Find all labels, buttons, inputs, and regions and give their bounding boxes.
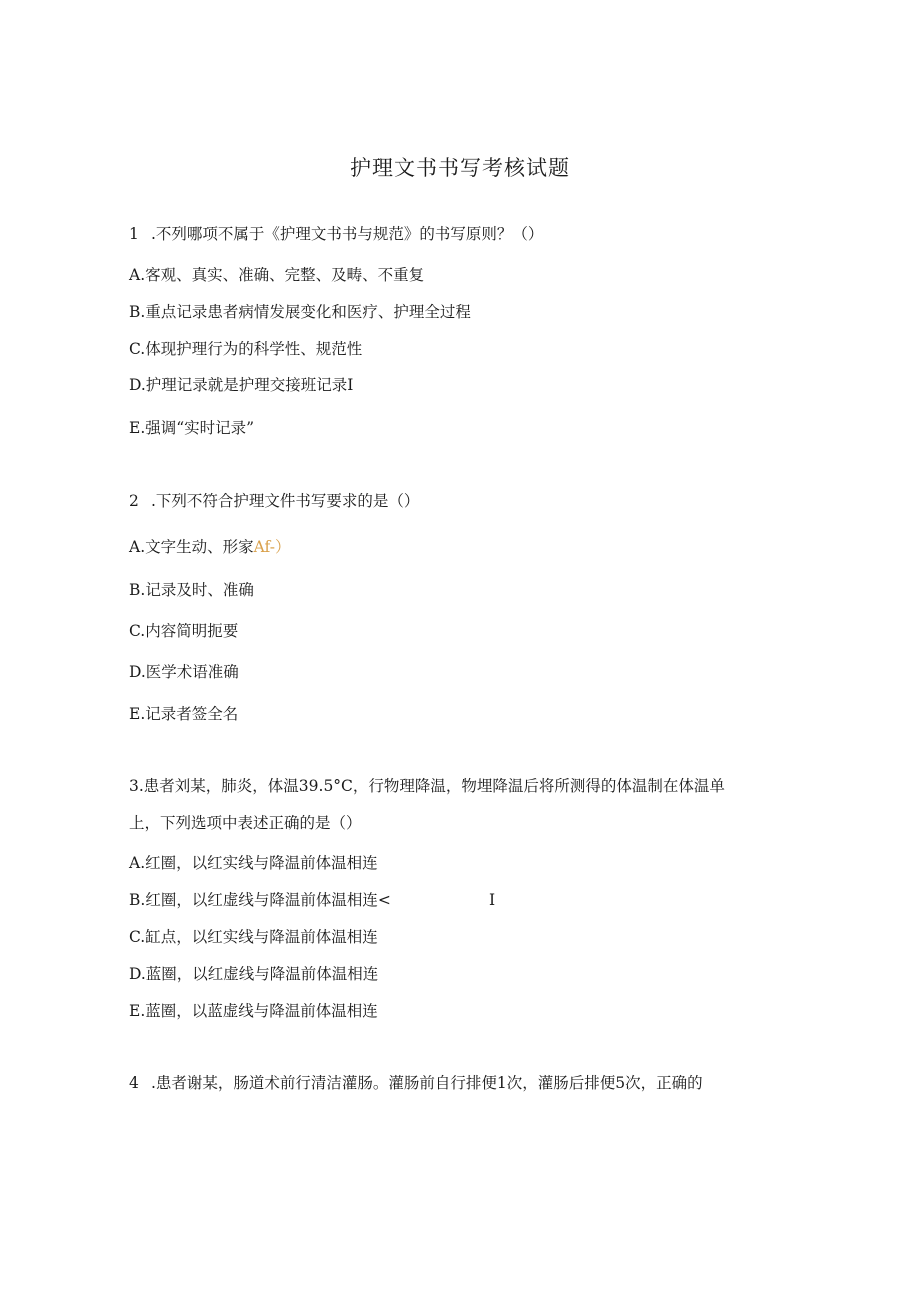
question-4-stem bbox=[129, 1073, 703, 1093]
question-2-stem bbox=[129, 491, 419, 511]
question-3-option-a: A.红圈，以红实线与降温前体温相连 bbox=[129, 854, 378, 872]
question-2-text: .下列不符合护理文件书写要求的是（） bbox=[151, 492, 420, 510]
question-1-text: .不列哪项不属于《护理文书书与规范》的书写原则？（） bbox=[151, 225, 544, 243]
question-2-option-b: B.记录及时、准确 bbox=[129, 581, 254, 599]
question-1-number: 1 bbox=[129, 225, 139, 243]
question-1-option-d: D.护理记录就是护理交接班记录I bbox=[129, 376, 354, 394]
question-1-option-b: B.重点记录患者病情发展变化和医疗、护理全过程 bbox=[129, 303, 471, 321]
question-2-option-a-text: A.文字生动、形家 bbox=[129, 538, 254, 556]
question-4-text: .患者谢某，肠道术前行清洁灌肠。灌肠前自行排便1次，灌肠后排便5次，正确的 bbox=[151, 1074, 703, 1092]
question-2-option-a-mark: Af-） bbox=[253, 538, 291, 556]
question-2-option-c: C.内容简明扼要 bbox=[129, 622, 239, 640]
question-3-stem-line-1: 3.患者刘某，肺炎，体温39.5°C，行物理降温，物埋降温后将所测得的体温制在体温单 bbox=[129, 777, 725, 795]
question-1-option-a: A.客观、真实、准确、完整、及畴、不重复 bbox=[129, 266, 425, 284]
question-2-option-a bbox=[129, 537, 290, 557]
question-3-stem-line-2: 上，下列选项中表述正确的是（） bbox=[129, 814, 362, 832]
question-3-option-d: D.蓝圈，以红虚线与降温前体温相连 bbox=[129, 965, 379, 983]
question-2-option-d: D.医学术语准确 bbox=[129, 663, 239, 681]
question-2-option-e: E.记录者签全名 bbox=[129, 705, 239, 723]
question-4-number: 4 bbox=[129, 1074, 139, 1092]
question-1-stem bbox=[129, 224, 543, 244]
question-3-option-c: C.缸点，以红实线与降温前体温相连 bbox=[129, 928, 378, 946]
question-1-option-e: E.强调“实时记录” bbox=[129, 419, 255, 437]
question-2-number: 2 bbox=[129, 492, 139, 510]
question-3-stray-mark: I bbox=[489, 891, 496, 909]
page-title: 护理文书书写考核试题 bbox=[350, 156, 570, 180]
question-3-option-e: E.蓝圈，以蓝虚线与降温前体温相连 bbox=[129, 1002, 378, 1020]
question-1-option-c: C.体现护理行为的科学性、规范性 bbox=[129, 340, 363, 358]
question-3-option-b: B.红圈，以红虚线与降温前体温相连< bbox=[129, 891, 391, 909]
